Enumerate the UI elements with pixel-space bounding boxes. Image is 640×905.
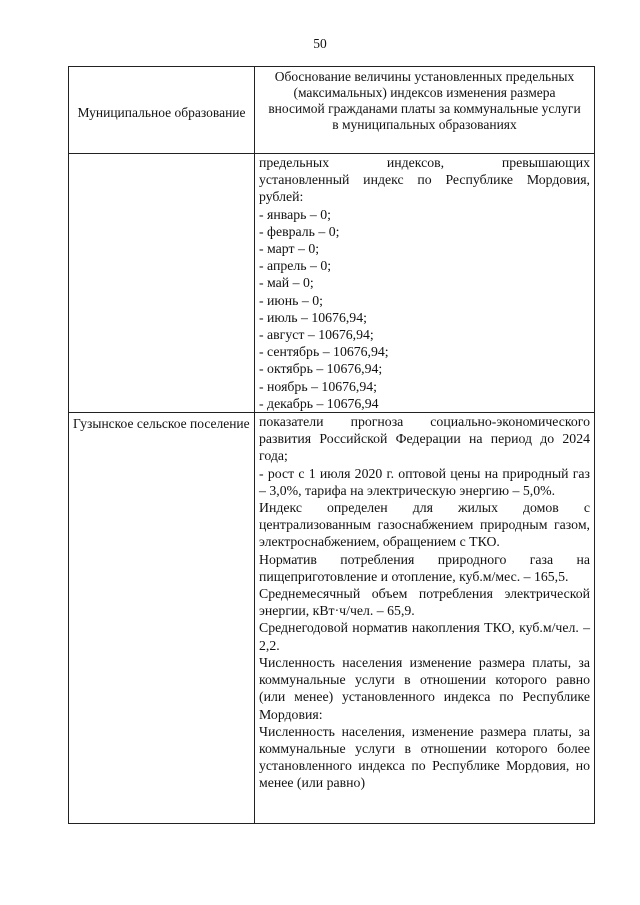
paragraph: - рост с 1 июля 2020 г. оптовой цены на природный газ – 3,0%, тарифа на электрическую энергию – 5,0%. — [259, 465, 590, 498]
text-line: предельных индексов, превышающих — [259, 155, 590, 170]
month-line: - апрель – 0; — [259, 258, 332, 274]
month-line: - январь – 0; — [259, 206, 331, 222]
text-line: установленный индекс по Республике Мордовия, — [259, 172, 590, 188]
paragraph: Среднемесячный объем потребления электрической энергии, кВт·ч/чел. – 65,9. — [259, 586, 590, 619]
paragraph: Индекс определен для жилых домов с централизованным газоснабжением природным газом, электроснабжением, обращением с ТКО. — [259, 500, 590, 550]
month-line: - октябрь – 10676,94; — [259, 361, 383, 377]
justification-cell — [255, 154, 595, 413]
justification-cell — [255, 413, 595, 824]
header-municipality-cell — [69, 67, 255, 154]
header-justification-label: Обоснование величины установленных предельных (максимальных) индексов изменения размера вносимой гражданами платы за коммунальные услуги в муниципальных образованиях — [268, 69, 581, 132]
table-row — [69, 413, 595, 824]
paragraph: Норматив потребления природного газа на пищеприготовление и отопление, куб.м/мес. – 165,5. — [259, 551, 590, 584]
month-line: - июль – 10676,94; — [259, 309, 367, 325]
month-line: - сентябрь – 10676,94; — [259, 344, 389, 360]
municipality-cell — [69, 154, 255, 413]
text-line: рублей: — [259, 189, 304, 205]
paragraph: Численность населения изменение размера платы, за коммунальные услуги в отношении которого равно (или менее) установленного индекса по Республике Мордовия: — [259, 654, 590, 722]
municipality-cell: Гузынское сельское поселение — [69, 413, 255, 824]
month-line: - август – 10676,94; — [259, 327, 374, 343]
justification-table — [68, 66, 595, 824]
paragraph: показатели прогноза социально-экономического развития Российской Федерации на период до 2024 года; — [259, 414, 590, 464]
month-line: - май – 0; — [259, 275, 314, 291]
table-header-row — [69, 67, 595, 154]
paragraph: Среднегодовой норматив накопления ТКО, куб.м/чел. – 2,2. — [259, 620, 590, 653]
table-row — [69, 154, 595, 413]
header-justification-cell — [255, 67, 595, 154]
month-line: - ноябрь – 10676,94; — [259, 378, 377, 394]
month-line: - февраль – 0; — [259, 223, 340, 239]
month-line: - декабрь – 10676,94 — [259, 395, 379, 411]
paragraph: Численность населения, изменение размера платы, за коммунальные услуги в отношении которого более установленного индекса по Республике Мордовия, но менее (или равно) — [259, 723, 590, 791]
month-line: - июнь – 0; — [259, 292, 323, 308]
month-line: - март – 0; — [259, 241, 320, 257]
header-municipality-label: Муниципальное образование — [77, 105, 246, 120]
page-number: 50 — [313, 36, 327, 51]
